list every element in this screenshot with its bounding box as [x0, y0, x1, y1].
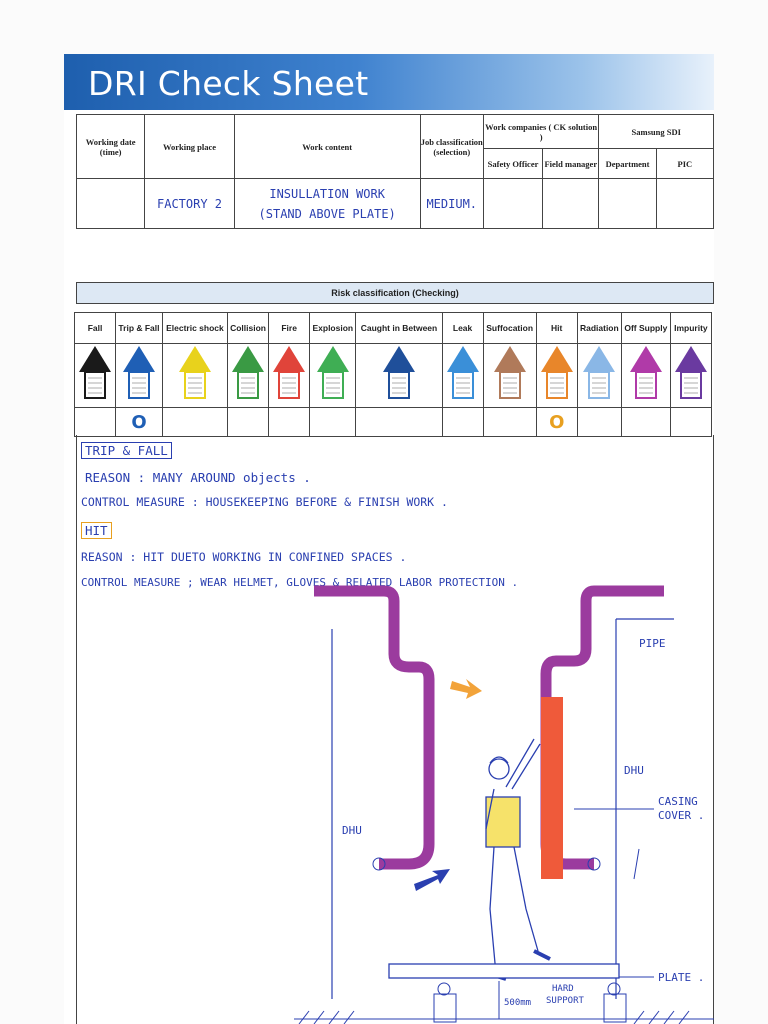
risk-check-cell[interactable]: [228, 408, 269, 437]
risk-label: Caught in Between: [356, 313, 442, 344]
plate-label: PLATE .: [658, 971, 705, 984]
warning-arrow-icon: [381, 344, 417, 402]
risk-icon-cell: [356, 344, 442, 408]
support-right: [604, 994, 626, 1022]
risk-label: Fall: [75, 313, 116, 344]
risk-label: Suffocation: [483, 313, 536, 344]
warning-arrow-icon: [492, 344, 528, 402]
work-info-table: [76, 114, 714, 229]
risk-icon-cell: [228, 344, 269, 408]
warning-arrow-icon: [77, 344, 113, 402]
left-pipe: [314, 591, 429, 864]
risk-icon-cell: [162, 344, 227, 408]
working-place-header: Working place: [145, 115, 234, 179]
warning-arrow-icon: [315, 344, 351, 402]
risk-check-cell[interactable]: [310, 408, 356, 437]
warning-arrow-icon: [230, 344, 266, 402]
plate-roller-right: [608, 983, 620, 995]
work-content-line-1: INSULLATION WORK: [269, 186, 385, 201]
working-date-value[interactable]: [77, 179, 145, 229]
pic-header: PIC: [656, 149, 713, 179]
casing-label-1: CASING: [658, 795, 698, 808]
risk-check-mark: O: [131, 411, 147, 433]
page-title: DRI Check Sheet: [88, 64, 369, 103]
hit-tag: HIT: [81, 522, 112, 539]
plate-roller-left: [438, 983, 450, 995]
risk-icon-cell: [75, 344, 116, 408]
work-content-line-2: (STAND ABOVE PLATE): [258, 206, 396, 221]
risk-label: Collision: [228, 313, 269, 344]
hit-note-tag: [81, 523, 112, 538]
support-left: [434, 994, 456, 1022]
warning-arrow-icon: [445, 344, 481, 402]
title-bar: [64, 54, 714, 110]
risk-check-cell[interactable]: [75, 408, 116, 437]
risk-check-cell[interactable]: [483, 408, 536, 437]
blue-arrow-icon: [414, 869, 450, 891]
casing-cover: [541, 697, 563, 879]
risk-check-row: [75, 408, 712, 437]
risk-icon-cell: [310, 344, 356, 408]
risk-icon-cell: [483, 344, 536, 408]
risk-label: Electric shock: [162, 313, 227, 344]
casing-leader-1: [634, 849, 639, 879]
work-companies-header: Work companies ( CK solution ): [483, 115, 599, 149]
work-content-value[interactable]: [234, 179, 420, 229]
risk-check-mark: O: [549, 411, 565, 433]
casing-label-2: COVER .: [658, 809, 705, 822]
work-content-header: Work content: [234, 115, 420, 179]
department-value[interactable]: [599, 179, 656, 229]
risk-check-cell[interactable]: [536, 408, 577, 437]
warning-arrow-icon: [271, 344, 307, 402]
support-label-1: HARD: [552, 984, 574, 994]
warning-arrow-icon: [539, 344, 575, 402]
warning-arrow-icon: [581, 344, 617, 402]
field-manager-header: Field manager: [543, 149, 599, 179]
pipe-label: PIPE: [639, 637, 666, 650]
dhu-left-label: DHU: [342, 824, 362, 837]
field-manager-value[interactable]: [543, 179, 599, 229]
safety-officer-value[interactable]: [483, 179, 542, 229]
safety-officer-header: Safety Officer: [483, 149, 542, 179]
risk-icon-cell: [442, 344, 483, 408]
trip-fall-reason: REASON : MANY AROUND objects .: [85, 470, 311, 485]
worker-figure: [486, 739, 550, 979]
risk-table: [74, 312, 712, 437]
risk-check-cell[interactable]: [162, 408, 227, 437]
dhu-right-label: DHU: [624, 764, 644, 777]
warning-arrow-icon: [673, 344, 709, 402]
orange-arrow-icon: [450, 679, 482, 699]
pic-value[interactable]: [656, 179, 713, 229]
risk-label: Explosion: [310, 313, 356, 344]
check-sheet: [64, 54, 714, 1024]
risk-label-row: [75, 313, 712, 344]
risk-icon-cell: [670, 344, 711, 408]
risk-icon-cell: [269, 344, 310, 408]
risk-label: Off Supply: [621, 313, 670, 344]
risk-icon-cell: [116, 344, 163, 408]
warning-arrow-icon: [177, 344, 213, 402]
risk-icon-cell: [621, 344, 670, 408]
ground-hatch: [294, 1011, 714, 1024]
department-header: Department: [599, 149, 656, 179]
warning-arrow-icon: [628, 344, 664, 402]
risk-icon-row: [75, 344, 712, 408]
hit-reason: REASON : HIT DUETO WORKING IN CONFINED SPACES .: [81, 550, 407, 564]
risk-label: Impurity: [670, 313, 711, 344]
risk-check-cell[interactable]: [116, 408, 163, 437]
warning-arrow-icon: [121, 344, 157, 402]
trip-fall-control: CONTROL MEASURE : HOUSEKEEPING BEFORE & FINISH WORK .: [81, 495, 448, 509]
risk-check-cell[interactable]: [670, 408, 711, 437]
working-date-header: Working date (time): [77, 115, 145, 179]
height-label: 500mm: [504, 998, 532, 1008]
job-classification-header: Job classification (selection): [420, 115, 483, 179]
risk-label: Fire: [269, 313, 310, 344]
risk-check-cell[interactable]: [621, 408, 670, 437]
risk-label: Leak: [442, 313, 483, 344]
risk-check-cell[interactable]: [577, 408, 621, 437]
risk-label: Trip & Fall: [116, 313, 163, 344]
plate: [389, 964, 619, 978]
risk-label: Radiation: [577, 313, 621, 344]
support-label-2: SUPPORT: [546, 996, 584, 1006]
trip-fall-tag: TRIP & FALL: [81, 442, 172, 459]
risk-classification-title: Risk classification (Checking): [76, 282, 714, 304]
risk-label: Hit: [536, 313, 577, 344]
work-illustration: [294, 579, 714, 1024]
working-place-value[interactable]: FACTORY 2: [145, 179, 234, 229]
risk-icon-cell: [577, 344, 621, 408]
job-classification-value[interactable]: MEDIUM.: [420, 179, 483, 229]
risk-check-cell[interactable]: [356, 408, 442, 437]
risk-check-cell[interactable]: [269, 408, 310, 437]
samsung-header: Samsung SDI: [599, 115, 714, 149]
risk-check-cell[interactable]: [442, 408, 483, 437]
risk-icon-cell: [536, 344, 577, 408]
hit-control: CONTROL MEASURE ; WEAR HELMET, GLOVES & RELATED LABOR PROTECTION .: [81, 576, 519, 589]
trip-fall-note-tag: [81, 443, 172, 458]
right-pipe: [546, 591, 664, 864]
